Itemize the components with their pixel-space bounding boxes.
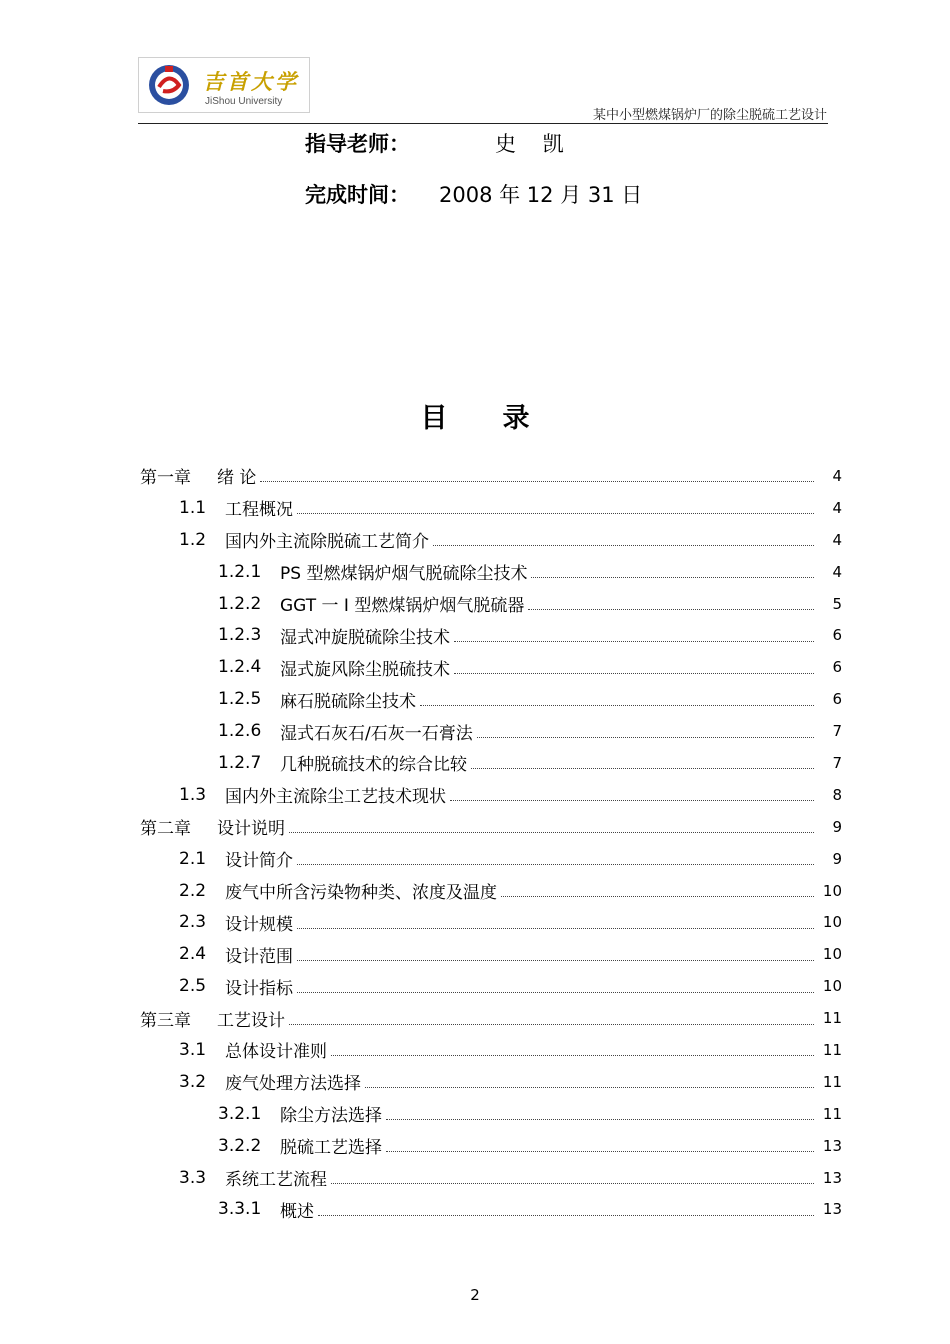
header-divider — [138, 123, 828, 124]
toc-entry-page: 4 — [832, 466, 842, 485]
toc-entry-page: 10 — [822, 881, 842, 900]
page-number: 2 — [470, 1286, 480, 1304]
toc-entry-page: 10 — [822, 945, 842, 964]
toc-entry[interactable] — [140, 779, 842, 811]
toc-entry-page: 13 — [822, 1200, 842, 1219]
toc-entry-title: 几种脱硫技术的综合比较 — [280, 755, 467, 776]
toc-entry[interactable] — [140, 1034, 842, 1066]
toc-entry-title: 工艺设计 — [217, 1010, 285, 1031]
toc-leader-dots — [289, 1012, 814, 1025]
toc-entry-number: 3.2.2 — [218, 1135, 262, 1156]
document-header-title: 某中小型燃煤锅炉厂的除尘脱硫工艺设计 — [592, 108, 827, 123]
toc-entry-page: 5 — [832, 594, 842, 613]
university-seal-icon — [147, 63, 191, 107]
toc-entry[interactable] — [140, 1193, 842, 1225]
toc-entry-page: 4 — [832, 562, 842, 581]
toc-leader-dots — [386, 1107, 814, 1120]
toc-leader-dots — [365, 1075, 814, 1088]
toc-entry-title: 设计说明 — [217, 819, 285, 840]
advisor-value: 史 凯 — [495, 132, 574, 156]
toc-entry-title: 麻石脱硫除尘技术 — [280, 691, 416, 712]
toc-leader-dots — [297, 916, 814, 929]
toc-entry-number: 3.3.1 — [218, 1199, 262, 1220]
toc-entry-title: 设计简介 — [225, 851, 293, 872]
toc-entry-number: 1.1 — [179, 497, 207, 518]
completion-date-line — [305, 179, 642, 209]
toc-entry-number: 第一章 — [140, 468, 191, 489]
toc-entry[interactable] — [140, 747, 842, 779]
university-logo — [138, 57, 310, 113]
toc-title: 目录 — [420, 403, 585, 434]
toc-entry-page: 11 — [822, 1009, 842, 1028]
toc-entry-title: 国内外主流除尘工艺技术现状 — [225, 787, 446, 808]
toc-entry-number: 1.2.7 — [218, 752, 262, 773]
toc-leader-dots — [260, 469, 814, 482]
toc-entry-number: 1.2.4 — [218, 657, 262, 678]
toc-leader-dots — [297, 980, 814, 993]
toc-entry-page: 6 — [832, 690, 842, 709]
toc-entry[interactable] — [140, 1002, 842, 1034]
toc-entry-number: 1.2.6 — [218, 721, 262, 742]
toc-leader-dots — [318, 1203, 814, 1216]
toc-entry-number: 3.1 — [179, 1039, 207, 1060]
toc-entry-page: 6 — [832, 626, 842, 645]
toc-entry-title: 湿式旋风除尘脱硫技术 — [280, 659, 450, 680]
toc-entry[interactable] — [140, 460, 842, 492]
toc-entry-page: 10 — [822, 913, 842, 932]
toc-entry-title: 除尘方法选择 — [280, 1106, 382, 1127]
toc-entry[interactable] — [140, 1066, 842, 1098]
toc-entry-page: 9 — [832, 849, 842, 868]
toc-entry-title: 国内外主流除脱硫工艺简介 — [225, 532, 429, 553]
toc-entry-title: 设计规模 — [225, 914, 293, 935]
toc-leader-dots — [531, 565, 814, 578]
toc-entry-number: 3.2.1 — [218, 1103, 262, 1124]
toc-leader-dots — [331, 1171, 814, 1184]
toc-entry-page: 9 — [832, 817, 842, 836]
toc-leader-dots — [289, 820, 814, 833]
toc-leader-dots — [433, 533, 814, 546]
toc-entry-page: 13 — [822, 1136, 842, 1155]
toc-entry-page: 11 — [822, 1104, 842, 1123]
toc-entry[interactable] — [140, 492, 842, 524]
toc-entry-title: 湿式冲旋脱硫除尘技术 — [280, 627, 450, 648]
date-value: 2008 年 12 月 31 日 — [439, 183, 643, 207]
toc-leader-dots — [297, 852, 814, 865]
toc-leader-dots — [420, 693, 814, 706]
advisor-label: 指导老师： — [305, 132, 410, 156]
toc-entry[interactable] — [140, 1098, 842, 1130]
toc-entry[interactable] — [140, 556, 842, 588]
toc-leader-dots — [501, 884, 814, 897]
toc-entry-title: 绪 论 — [217, 468, 257, 489]
toc-leader-dots — [331, 1043, 814, 1056]
toc-entry-page: 4 — [832, 498, 842, 517]
toc-leader-dots — [386, 1139, 814, 1152]
toc-entry[interactable] — [140, 875, 842, 907]
toc-entry[interactable] — [140, 651, 842, 683]
toc-entry-title: 废气中所含污染物种类、浓度及温度 — [225, 883, 497, 904]
toc-entry-number: 2.1 — [179, 848, 207, 869]
toc-entry-number: 2.4 — [179, 944, 207, 965]
toc-entry-number: 1.2.5 — [218, 689, 262, 710]
toc-entry-page: 8 — [832, 785, 842, 804]
toc-leader-dots — [471, 756, 814, 769]
toc-entry-title: PS 型燃煤锅炉烟气脱硫除尘技术 — [280, 564, 528, 585]
toc-entry[interactable] — [140, 938, 842, 970]
toc-entry-page: 10 — [822, 977, 842, 996]
toc-entry-number: 1.2.2 — [218, 593, 262, 614]
logo-chinese-name: 吉首大学 — [203, 69, 299, 94]
toc-entry-number: 第二章 — [140, 819, 191, 840]
toc-entry-number: 2.5 — [179, 976, 207, 997]
toc-leader-dots — [297, 501, 814, 514]
toc-entry-title: 湿式石灰石/石灰一石膏法 — [280, 723, 473, 744]
toc-entry-page: 4 — [832, 530, 842, 549]
toc-leader-dots — [477, 725, 814, 738]
toc-entry-page: 7 — [832, 722, 842, 741]
toc-entry-title: 设计范围 — [225, 946, 293, 967]
toc-entry[interactable] — [140, 588, 842, 620]
toc-entry[interactable] — [140, 1162, 842, 1194]
toc-leader-dots — [454, 661, 814, 674]
toc-entry-number: 2.2 — [179, 880, 207, 901]
toc-entry-number: 3.3 — [179, 1167, 207, 1188]
advisor-line — [305, 128, 574, 158]
toc-leader-dots — [297, 948, 814, 961]
toc-entry-number: 1.2 — [179, 529, 207, 550]
toc-entry-title: 工程概况 — [225, 500, 293, 521]
toc-entry[interactable] — [140, 524, 842, 556]
toc-entry-number: 2.3 — [179, 912, 207, 933]
toc-entry[interactable] — [140, 715, 842, 747]
toc-entry-title: 概述 — [280, 1201, 314, 1222]
toc-entry-title: 设计指标 — [225, 978, 293, 999]
toc-entry-number: 1.2.3 — [218, 625, 262, 646]
toc-entry-number: 1.2.1 — [218, 561, 262, 582]
toc-entry-title: 废气处理方法选择 — [225, 1074, 361, 1095]
toc-entry[interactable] — [140, 906, 842, 938]
toc-entry[interactable] — [140, 1130, 842, 1162]
toc-leader-dots — [528, 597, 814, 610]
toc-entry-page: 11 — [822, 1040, 842, 1059]
logo-english-name: JiShou University — [205, 96, 283, 107]
toc-entry[interactable] — [140, 619, 842, 651]
toc-entry[interactable] — [140, 970, 842, 1002]
toc-entry[interactable] — [140, 811, 842, 843]
toc-entry[interactable] — [140, 843, 842, 875]
toc-entry-title: 总体设计准则 — [225, 1042, 327, 1063]
toc-entry-title: GGT 一 I 型燃煤锅炉烟气脱硫器 — [280, 596, 525, 616]
toc-entry-title: 系统工艺流程 — [225, 1170, 327, 1191]
toc-entry-number: 1.3 — [179, 784, 207, 805]
toc-entry-page: 13 — [822, 1168, 842, 1187]
toc-entry-title: 脱硫工艺选择 — [280, 1138, 382, 1159]
toc-leader-dots — [454, 629, 814, 642]
toc-entry-page: 7 — [832, 753, 842, 772]
toc-entry-number: 3.2 — [179, 1071, 207, 1092]
toc-entry-page: 6 — [832, 658, 842, 677]
toc-entry[interactable] — [140, 683, 842, 715]
toc-leader-dots — [450, 788, 814, 801]
toc-entry-number: 第三章 — [140, 1010, 191, 1031]
table-of-contents — [140, 460, 842, 1225]
toc-entry-page: 11 — [822, 1072, 842, 1091]
date-label: 完成时间： — [305, 183, 410, 207]
